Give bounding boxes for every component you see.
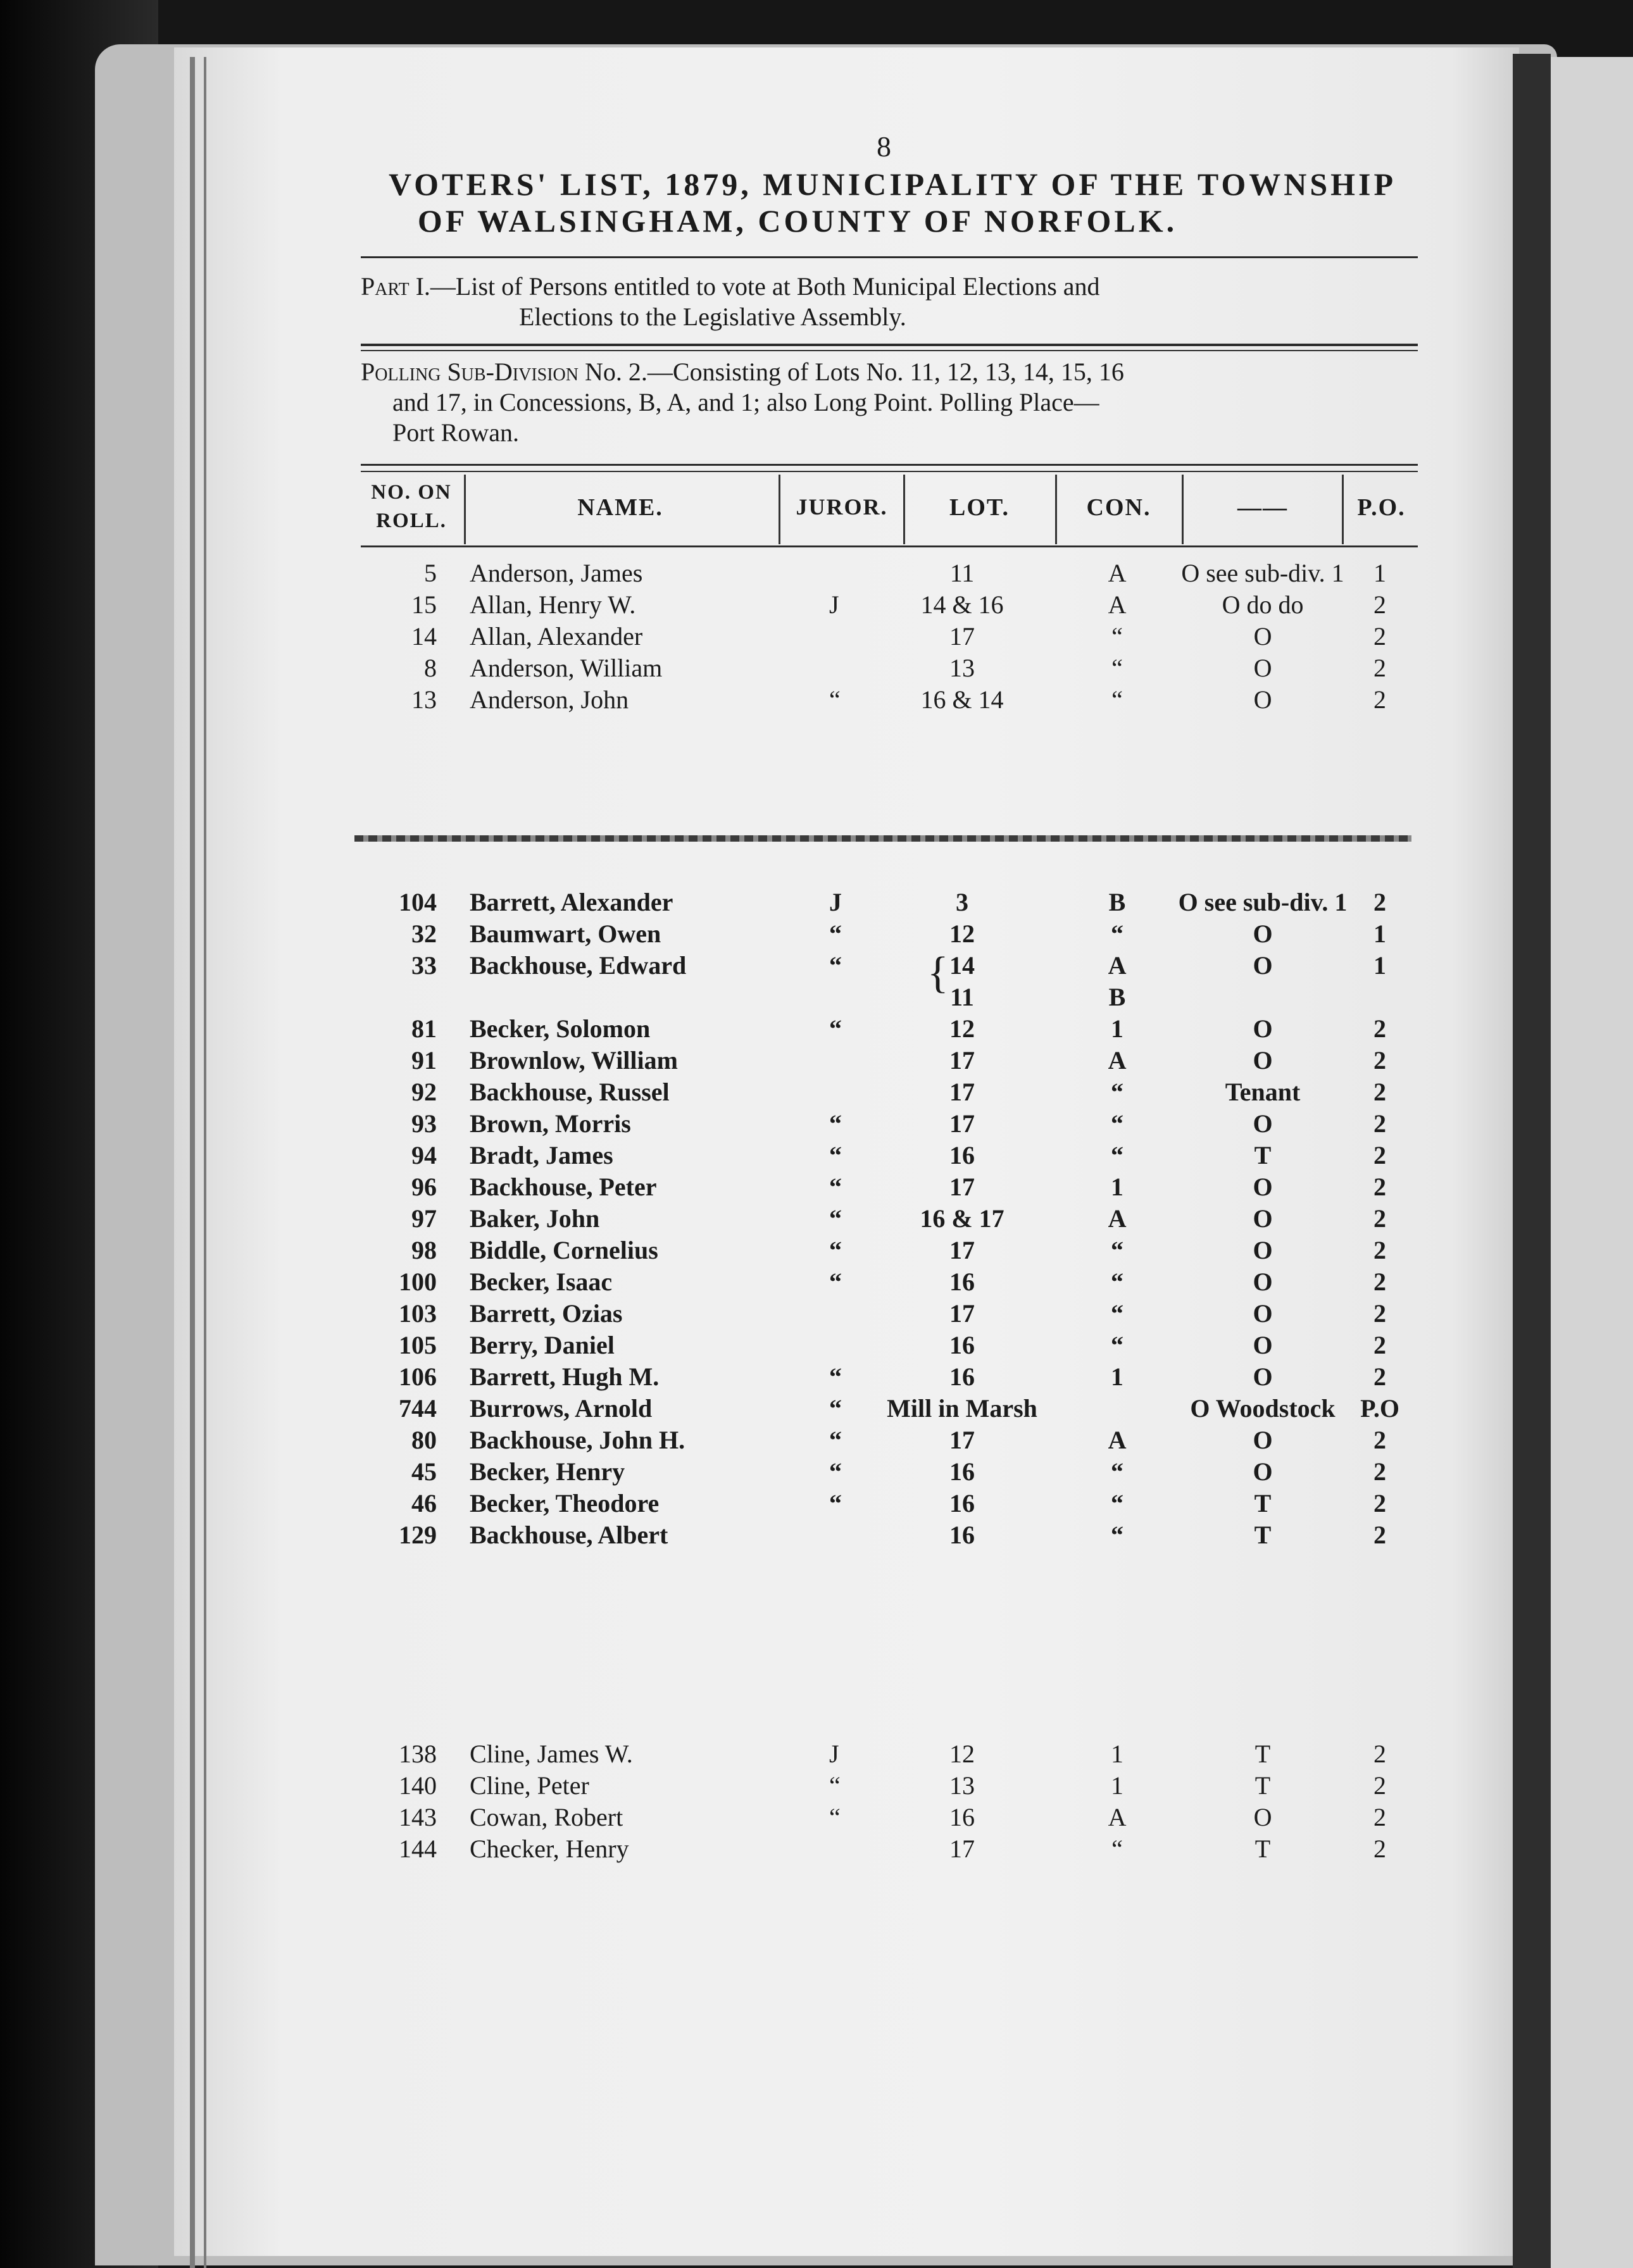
qualification-text: T xyxy=(1254,1835,1271,1863)
lot-number-text: 16 & 14 xyxy=(920,685,1004,714)
header-juror: JUROR. xyxy=(796,494,888,520)
post-office-text: 2 xyxy=(1373,654,1386,682)
lot-number-text: 13 xyxy=(949,1771,975,1800)
concession-text: B xyxy=(1108,983,1126,1011)
qualification-text: T xyxy=(1254,1489,1272,1517)
roll-number: 13 xyxy=(411,685,437,714)
concession-text: A xyxy=(1108,590,1127,619)
roll-number: 45 xyxy=(411,1457,437,1486)
qualification-text: O xyxy=(1253,1046,1273,1075)
qualification-text: O xyxy=(1253,919,1273,948)
roll-number: 140 xyxy=(399,1771,437,1800)
roll-number: 32 xyxy=(411,919,437,948)
voter-name: Anderson, John xyxy=(470,685,629,714)
lot-number-text: 17 xyxy=(949,1046,975,1075)
post-office-text: 1 xyxy=(1373,919,1386,948)
voter-name: Becker, Henry xyxy=(470,1457,625,1486)
voter-name: Backhouse, Peter xyxy=(470,1173,657,1201)
polling-text-1: No. 2.—Consisting of Lots No. 11, 12, 13, 14, 15, 16 xyxy=(579,358,1124,386)
polling-line-1 xyxy=(361,358,1421,387)
voter-name: Becker, Isaac xyxy=(470,1268,613,1296)
qualification-text: Tenant xyxy=(1225,1078,1301,1106)
concession-text: A xyxy=(1108,1803,1127,1831)
post-office-text: 2 xyxy=(1373,1236,1386,1264)
header-divider-5 xyxy=(1182,475,1184,544)
qualification-text: O xyxy=(1253,1109,1273,1138)
polling-line-2: and 17, in Concessions, B, A, and 1; also Long Point. Polling Place— xyxy=(392,388,1099,416)
roll-number: 105 xyxy=(399,1331,437,1359)
table-row: 93 Brown, Morris “ 17 “ O 2 xyxy=(411,1109,1386,1138)
table-row: 140 Cline, Peter “ 13 1 T 2 xyxy=(399,1771,1386,1800)
lot-number-text: 17 xyxy=(949,1173,975,1201)
header-divider-3 xyxy=(903,475,905,544)
qualification-text: T xyxy=(1254,1771,1271,1800)
table-row: 104 Barrett, Alexander J 3 B O see sub-div. 1 2 xyxy=(399,888,1386,916)
lot-number-text: 17 xyxy=(949,1835,975,1863)
roll-number: 5 xyxy=(424,559,437,587)
table-row xyxy=(0,558,1633,590)
roll-number: 93 xyxy=(411,1109,437,1138)
lot-number-text: 11 xyxy=(949,559,975,587)
post-office-text: 2 xyxy=(1373,1521,1386,1549)
voter-name: Cline, Peter xyxy=(470,1771,589,1800)
post-office-text: 2 xyxy=(1373,1299,1386,1328)
header-divider-4 xyxy=(1055,475,1057,544)
roll-number: 106 xyxy=(399,1362,437,1391)
header-divider-2 xyxy=(779,475,780,544)
qualification-text: O xyxy=(1253,1204,1273,1233)
post-office-text: 2 xyxy=(1373,1740,1386,1768)
concession-text: “ xyxy=(1111,1521,1123,1549)
header-no-on-roll-2: ROLL. xyxy=(376,509,447,532)
voter-name: Barrett, Ozias xyxy=(470,1299,623,1328)
lot-number-text: 12 xyxy=(949,1014,975,1043)
roll-number: 94 xyxy=(411,1141,437,1169)
voter-name: Brownlow, William xyxy=(470,1046,678,1075)
concession-text: “ xyxy=(1111,1835,1123,1863)
voter-name: Backhouse, Edward xyxy=(470,951,687,980)
polling-label: Polling Sub-Division xyxy=(361,358,579,386)
concession-text: “ xyxy=(1111,1268,1123,1296)
concession-text: “ xyxy=(1111,1236,1123,1264)
lot-number-text: 17 xyxy=(949,622,975,651)
voter-name: Baumwart, Owen xyxy=(470,919,661,948)
concession-text: A xyxy=(1108,1204,1127,1233)
post-office-text: 2 xyxy=(1373,1109,1386,1138)
post-office-text: 2 xyxy=(1373,1268,1386,1296)
roll-number: 46 xyxy=(411,1489,437,1517)
lot-number-text: 14 xyxy=(949,951,975,980)
concession-text: “ xyxy=(1111,1489,1123,1517)
lot-number-text: 17 xyxy=(949,1236,975,1264)
qualification-text: T xyxy=(1254,1740,1271,1768)
concession-text: “ xyxy=(1111,1141,1123,1169)
post-office-text: P.O xyxy=(1360,1394,1399,1423)
rule-table-top-thin xyxy=(361,471,1418,472)
concession-text: 1 xyxy=(1111,1771,1123,1800)
lot-number-text: 16 xyxy=(949,1521,975,1549)
qualification-text: O see sub-div. 1 xyxy=(1178,888,1348,916)
concession-text: “ xyxy=(1111,1457,1123,1486)
roll-number: 98 xyxy=(411,1236,437,1264)
voter-name: Backhouse, Russel xyxy=(470,1078,670,1106)
post-office-text: 2 xyxy=(1373,1141,1386,1169)
header-po: P.O. xyxy=(1357,494,1406,521)
table-row: 32 Baumwart, Owen “ 12 “ O 1 xyxy=(411,919,1386,948)
post-office-text: 2 xyxy=(1373,1489,1386,1517)
concession-text: A xyxy=(1108,951,1127,980)
concession-text: 1 xyxy=(1111,1173,1123,1201)
qualification-text: O xyxy=(1253,1173,1273,1201)
concession-text: 1 xyxy=(1111,1362,1123,1391)
lot-number-text: 3 xyxy=(956,888,968,916)
table-row: 96 Backhouse, Peter “ 17 1 O 2 xyxy=(411,1173,1386,1201)
post-office-text: 2 xyxy=(1373,1204,1386,1233)
table-row xyxy=(0,1299,1633,1330)
title-line-2: OF WALSINGHAM, COUNTY OF NORFOLK. xyxy=(417,203,1178,239)
roll-number: 97 xyxy=(411,1204,437,1233)
table-row: 97 Baker, John “ 16 & 17 A O 2 xyxy=(411,1204,1386,1233)
polling-line-3: Port Rowan. xyxy=(392,418,519,447)
table-row xyxy=(0,621,1633,653)
post-office-text: 2 xyxy=(1373,1835,1386,1863)
qualification-text: O xyxy=(1253,1014,1273,1043)
table-row: 744 Burrows, Arnold “ Mill in Marsh O Woodstock P.O xyxy=(399,1394,1399,1423)
post-office-text: 2 xyxy=(1373,1014,1386,1043)
voter-name: Cline, James W. xyxy=(470,1740,633,1768)
roll-number: 80 xyxy=(411,1426,437,1454)
voter-name: Anderson, William xyxy=(470,654,663,682)
post-office-text: 2 xyxy=(1373,1331,1386,1359)
table-row: 143 Cowan, Robert “ 16 A O 2 xyxy=(399,1803,1386,1831)
roll-number: 100 xyxy=(399,1268,437,1296)
lot-number-text: 16 xyxy=(949,1457,975,1486)
voter-name: Barrett, Alexander xyxy=(470,888,673,916)
lot-number-text: 16 xyxy=(949,1362,975,1391)
concession-text: A xyxy=(1108,1046,1127,1075)
lot-number-text: 16 xyxy=(949,1331,975,1359)
concession-text: A xyxy=(1108,559,1127,587)
roll-number: 81 xyxy=(411,1014,437,1043)
qualification-text: T xyxy=(1254,1141,1272,1169)
roll-number: 129 xyxy=(399,1521,437,1549)
rule-under-part-thin xyxy=(361,350,1418,351)
qualification-text: O xyxy=(1253,1331,1273,1359)
part-heading xyxy=(361,272,1421,301)
roll-number: 138 xyxy=(399,1740,437,1768)
part-text-1: —List of Persons entitled to vote at Both Municipal Elections and xyxy=(430,272,1100,301)
header-divider-1 xyxy=(464,475,466,544)
table-row: 138 Cline, James W. J 12 1 T 2 xyxy=(399,1740,1386,1768)
post-office-text: 2 xyxy=(1373,1362,1386,1391)
post-office-text: 2 xyxy=(1373,1803,1386,1831)
voter-name: Biddle, Cornelius xyxy=(470,1236,658,1264)
qualification-text: O xyxy=(1253,951,1273,980)
post-office-text: 1 xyxy=(1373,559,1386,587)
header-lot: LOT. xyxy=(949,494,1010,521)
lot-number-text: 16 xyxy=(949,1803,975,1831)
voter-name: Allan, Alexander xyxy=(470,622,643,651)
concession-text: 1 xyxy=(1111,1014,1123,1043)
voter-name: Becker, Solomon xyxy=(470,1014,651,1043)
voter-name: Bradt, James xyxy=(470,1141,613,1169)
header-no-on-roll-1: NO. ON xyxy=(371,481,452,504)
voter-name: Backhouse, John H. xyxy=(470,1426,685,1454)
voter-name: Allan, Henry W. xyxy=(470,590,636,619)
table-row xyxy=(0,982,1633,1014)
post-office-text: 2 xyxy=(1373,1173,1386,1201)
qualification-text: O xyxy=(1253,622,1272,651)
concession-text: “ xyxy=(1111,1109,1123,1138)
header-divider-6 xyxy=(1342,475,1344,544)
table-row xyxy=(0,1520,1633,1552)
post-office-text: 2 xyxy=(1373,1457,1386,1486)
qualification-text: O xyxy=(1253,1362,1273,1391)
voter-name: Burrows, Arnold xyxy=(470,1394,653,1423)
concession-text: “ xyxy=(1111,654,1123,682)
qualification-text: O xyxy=(1253,654,1272,682)
post-office-text: 2 xyxy=(1373,622,1386,651)
part-text-2: Elections to the Legislative Assembly. xyxy=(519,302,906,331)
qualification-text: O xyxy=(1253,1236,1273,1264)
voter-name: Barrett, Hugh M. xyxy=(470,1362,660,1391)
concession-text: 1 xyxy=(1111,1740,1123,1768)
qualification-text: T xyxy=(1254,1521,1272,1549)
table-row: 13 Anderson, John “ 16 & 14 “ O 2 xyxy=(411,685,1386,714)
qualification-text: O xyxy=(1253,1803,1272,1831)
post-office-text: 2 xyxy=(1373,590,1386,619)
post-office-text: 2 xyxy=(1373,1078,1386,1106)
roll-number: 91 xyxy=(411,1046,437,1075)
table-row xyxy=(0,1330,1633,1362)
voter-name: Becker, Theodore xyxy=(470,1489,660,1517)
post-office-text: 1 xyxy=(1373,951,1386,980)
lot-number-text: 11 xyxy=(950,983,974,1011)
title-line-1: VOTERS' LIST, 1879, MUNICIPALITY OF THE TOWNSHIP xyxy=(388,166,1397,202)
concession-text: A xyxy=(1108,1426,1127,1454)
table-row xyxy=(0,1834,1633,1866)
qualification-text: O xyxy=(1253,685,1272,714)
roll-number: 144 xyxy=(399,1835,437,1863)
lot-number-text: 17 xyxy=(949,1426,975,1454)
voter-name: Berry, Daniel xyxy=(470,1331,615,1359)
header-blank: —— xyxy=(1237,494,1288,521)
concession-text: “ xyxy=(1111,1299,1123,1328)
voter-name: Brown, Morris xyxy=(470,1109,631,1138)
roll-number: 96 xyxy=(411,1173,437,1201)
post-office-text: 2 xyxy=(1373,888,1386,916)
qualification-text: O Woodstock xyxy=(1190,1394,1336,1423)
post-office-text: 2 xyxy=(1373,1771,1386,1800)
table-row: 94 Bradt, James “ 16 “ T 2 xyxy=(411,1141,1386,1169)
concession-text: “ xyxy=(1111,1331,1123,1359)
roll-number: 744 xyxy=(399,1394,437,1423)
table-row xyxy=(0,1077,1633,1109)
roll-number: 14 xyxy=(411,622,437,651)
table-row: 15 Allan, Henry W. J 14 & 16 A O do do 2 xyxy=(411,590,1386,619)
table-row: 45 Becker, Henry “ 16 “ O 2 xyxy=(411,1457,1386,1486)
lot-number-text: 12 xyxy=(949,919,975,948)
lot-number-text: 17 xyxy=(949,1078,975,1106)
voter-name: Cowan, Robert xyxy=(470,1803,623,1831)
table-row: 100 Becker, Isaac “ 16 “ O 2 xyxy=(399,1268,1386,1296)
post-office-text: 2 xyxy=(1373,1046,1386,1075)
table-row: 81 Becker, Solomon “ 12 1 O 2 xyxy=(411,1014,1386,1043)
concession-text: “ xyxy=(1111,1078,1123,1106)
post-office-text: 2 xyxy=(1373,685,1386,714)
roll-number: 15 xyxy=(411,590,437,619)
table-row: 106 Barrett, Hugh M. “ 16 1 O 2 xyxy=(399,1362,1386,1391)
lot-number-text: 12 xyxy=(949,1740,975,1768)
voter-name: Checker, Henry xyxy=(470,1835,629,1863)
lot-number-text: 16 & 17 xyxy=(920,1204,1004,1233)
rule-under-part xyxy=(361,344,1418,346)
section-separator xyxy=(354,835,1411,842)
voter-name: Baker, John xyxy=(470,1204,600,1233)
lot-number-text: 17 xyxy=(949,1299,975,1328)
table-row: 80 Backhouse, John H. “ 17 A O 2 xyxy=(411,1426,1386,1454)
roll-number: 143 xyxy=(399,1803,437,1831)
qualification-text: O do do xyxy=(1222,590,1304,619)
qualification-text: O see sub-div. 1 xyxy=(1181,559,1344,587)
table-row xyxy=(0,1045,1633,1077)
concession-text: “ xyxy=(1111,622,1123,651)
lot-number-text: 16 xyxy=(949,1489,975,1517)
lot-number-text: 16 xyxy=(949,1268,975,1296)
concession-text: B xyxy=(1108,888,1126,916)
qualification-text: O xyxy=(1253,1426,1273,1454)
table-row: 46 Becker, Theodore “ 16 “ T 2 xyxy=(411,1489,1386,1517)
rule-under-header xyxy=(361,545,1418,547)
table-row: 98 Biddle, Cornelius “ 17 “ O 2 xyxy=(411,1236,1386,1264)
page-number: 8 xyxy=(877,130,891,163)
lot-number-text: Mill in Marsh xyxy=(887,1394,1037,1423)
post-office-text: 2 xyxy=(1373,1426,1386,1454)
rule-under-title xyxy=(361,256,1418,258)
qualification-text: O xyxy=(1253,1268,1273,1296)
table-row xyxy=(0,653,1633,685)
rule-table-top xyxy=(361,464,1418,466)
lot-number-text: 13 xyxy=(949,654,975,682)
lot-number-text: 14 & 16 xyxy=(920,590,1004,619)
table-row: 33 Backhouse, Edward “ 14 A O 1 xyxy=(411,951,1386,980)
qualification-text: O xyxy=(1253,1299,1273,1328)
brace-edward-lots: { xyxy=(927,949,949,997)
roll-number: 8 xyxy=(424,654,437,682)
header-name: NAME. xyxy=(577,494,663,521)
lot-number-text: 17 xyxy=(949,1109,975,1138)
roll-number: 92 xyxy=(411,1078,437,1106)
voter-name: Backhouse, Albert xyxy=(470,1521,668,1549)
voter-name: Anderson, James xyxy=(470,559,643,587)
roll-number: 103 xyxy=(399,1299,437,1328)
concession-text: “ xyxy=(1111,685,1123,714)
qualification-text: O xyxy=(1253,1457,1273,1486)
roll-number: 104 xyxy=(399,888,437,916)
lot-number-text: 16 xyxy=(949,1141,975,1169)
part-label: Part I. xyxy=(361,272,430,301)
roll-number: 33 xyxy=(411,951,437,980)
header-con: CON. xyxy=(1086,494,1151,521)
concession-text: “ xyxy=(1111,919,1123,948)
